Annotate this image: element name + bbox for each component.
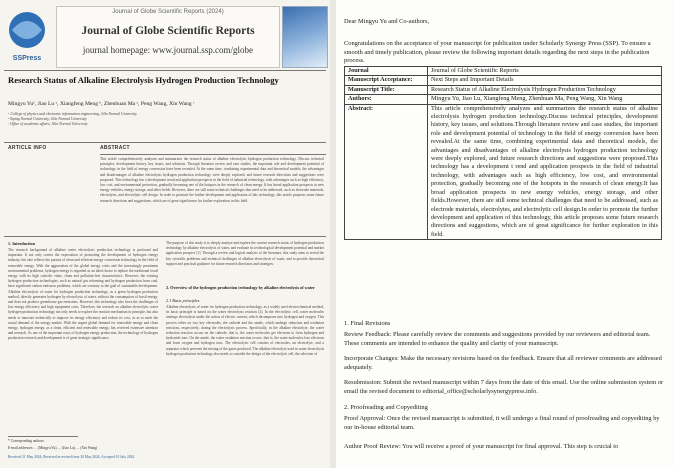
email-addresses: E-mail addresses: ... (Mingyu Yu), ... (Jiao Lu), ... (Xin Wang) [8, 446, 98, 450]
divider [4, 70, 326, 71]
journal-header-box [56, 6, 280, 68]
table-key: Manuscript Acceptance: [345, 76, 428, 85]
principles-text: Alkaline electrolysis of water for hydrogen production technology, as a widely used electrochemical method, its basic principle is based on the water electrolysis reaction [2]. In the electrolytic cell, water molecules undergo electrolysis under the action of electric current, which decomposes into hydrogen and oxygen. This process relies on two key electrodes, the cathode and the anode, which undergo reduction and oxidation reactions, respectively, during the electrolysis process. Specifically, in the alkaline electrolyte, the water reduction reaction occurs on the cathode, that is, the water molecules get electrons to form hydrogen and hydroxide ions. On the anode, the water oxidation reaction occurs, that is, the water molecules lose electrons and form oxygen and hydrogen ions. The electrolytic cell consists of electrodes, an electrolyte, and a separator which prevents the mixing of the gases produced. The alkaline electrolyte used in water electrolysis hydrogen production technology also needs to consider the design of the electrolytic cell, the selection of [166, 305, 324, 356]
abstract-label: ABSTRACT [100, 145, 130, 151]
affiliations [8, 112, 208, 127]
intro-heading: 1. Introduction [8, 241, 35, 246]
article-authors: Mingyu Yu¹, Jiao Lu ᵃ, Xiangfeng Meng ᵇ, Zhenhuan Ma ᵃ, Peng Wang, Xin Wang ᶜ [8, 101, 195, 107]
incorporate-changes: Incorporate Changes: Make the necessary revisions based on the feedback. Ensure that all reviewer comments are addressed adequately. [344, 355, 662, 371]
table-key: Journal [345, 67, 428, 76]
footnote-rule [8, 436, 78, 437]
intro-text: The research background of alkaline water electrolysis production technology is profound and important. It not only carries the expectation of promoting the development of hydrogen energy industry, but also reflects the pursuit of clean and efficient energy conversion technology in the field of renewable energy. With the aggravation of the global energy crisis and the increasingly prominent environmental problems, hydrogen energy is regarded as an ideal choice to replace the traditional fossil energy with its high calorific value, clean and pollution-free characteristics. However, the existing hydrogen production technologies, such as natural gas reforming and hydrogen production from coal, have significant carbon emission problems, which are contrary to the goal of sustainable development. Alkaline electrolysis of water for hydrogen production technology, as a green hydrogen production method, directly generates hydrogen by electrolysis of water, without the consumption of fossil energy, and does not produce greenhouse gas emissions. However, this technology also faces the challenges of low energy efficiency and high equipment costs. Therefore, the research on alkaline electrolytic water hydrogen production technology not only needs to explore the reaction mechanism in principle, but also needs to innovate technically to improve its energy efficiency and reduce its cost, so as to meet the actual demand of the energy market. With the urgent global demand for renewable energy and clean energy, hydrogen energy, as a clean, efficient and renewable energy, has received extensive attention and research. As one of the important ways of hydrogen energy production, the technology of hydrogen production research and development is of great strategic significance. [8, 248, 158, 341]
manuscript-details-table [344, 66, 662, 240]
table-row [345, 76, 662, 85]
table-value: Research Status of Alkaline Electrolysis Hydrogen Production Technology [428, 85, 662, 94]
table-value: Journal of Globe Scientific Reports [428, 67, 662, 76]
section-proofreading: 2. Proofreading and Copyediting [344, 404, 428, 411]
article-info-label: ARTICLE INFO [8, 145, 47, 151]
table-key: Manuscript Title: [345, 85, 428, 94]
journal-homepage[interactable]: journal homepage: www.journal.ssp.com/globe [82, 45, 254, 55]
divider [4, 142, 326, 143]
publisher-logo-text: SSPress [12, 55, 42, 62]
section-final-revisions: 1. Final Revisions [344, 320, 391, 327]
review-feedback: Review Feedback: Please carefully review the comments and suggestions provided by our reviewers and editorial team. These comments are intended to enhance the quality and clarity of your manuscript. [344, 331, 651, 347]
affiliation: ᵃ College of physics and electronic information engineering, Jilin Normal University [8, 112, 137, 116]
letter-greeting: Dear Mingyu Yu and Co-authors, [344, 18, 430, 25]
publisher-logo [4, 8, 50, 66]
affiliation: ᵇ Siping Normal University, Jilin Normal University [8, 117, 87, 121]
journal-header-line: Journal of Globe Scientific Reports (2024) [112, 9, 224, 15]
table-row [345, 67, 662, 76]
table-value: Mingyu Yu, Jiao Lu, Xiangfeng Meng, Zhenhuan Ma, Peng Wang, Xin Wang [428, 95, 662, 104]
subsection-heading: 2.1 Basic principles [166, 298, 200, 303]
journal-name: Journal of Globe Scientific Reports [81, 25, 255, 37]
purpose-text: The purpose of this study is to deeply analyze and explore the current research status of hydrogen production technology by alkaline electrolysis of water, and evaluate its technological development potential and market application prospect [1]. Through a review and logical analysis of the literature, this study aims to reveal the key scientific problems and technical challenges of alkaline electrolysis of water, and to provide theoretical support and practical guidance for future research directions and strategies. [166, 241, 324, 266]
article-title: Research Status of Alkaline Electrolysis Hydrogen Production Technology [8, 75, 279, 85]
section2-heading: 2. Overview of the hydrogen production technology by alkaline electrolysis of water [166, 285, 315, 290]
proof-approval: Proof Approval: Once the revised manuscript is submitted, it will undergo a final round of proofreading and copyediting by our in-house editorial team. [344, 415, 660, 431]
affiliation: ᶜ Office of academic affairs, Jilin Normal University [8, 122, 88, 126]
resubmission: Resubmission: Submit the revised manuscript within 7 days from the date of this email. Use the online submission system or email the revised document to editorial_office@scholarlysynergypress.info. [344, 379, 664, 395]
divider [100, 154, 326, 155]
abstract-text: This article comprehensively analyzes and summarizes the research status of alkaline electrolysis hydrogen production technology. Discuss technical principles, development history, key issues, and solutions. Through literature review and case studies, the important role and development potential of technology in the field of energy conversion have been revealed. At the same time, combining experimental data and theoretical models, the advantages and disadvantages of alkaline electrolysis hydrogen production technology were deeply explored, and future research directions and suggestions were proposed. This technology has a development trend and application prospects in the field of industrial technology, with advantages such as high efficiency, low cost, and environmental protection, gradually becoming one of the hotspots in the research of clean energy. It has broad application prospects in new energy vehicles, energy storage, and other fields. However, there are still some technical challenges that need to be addressed, such as electrode materials, electrolytes, and electrolytic cell design. In order to promote the further development and application of this technology, this article proposes some future research directions and suggestions, which are of great significance for further exploration in this field. [100, 157, 324, 203]
corresponding-note: * Corresponding authors: [8, 439, 45, 443]
table-row [345, 85, 662, 94]
article-page [0, 0, 330, 468]
divider [4, 236, 326, 237]
table-key: Abstract: [345, 104, 428, 240]
table-row [345, 104, 662, 240]
table-value: This article comprehensively analyzes and summarizes the research status of alkaline electrolysis hydrogen production technology.Discuss technical principles, development history, key issues, and solutions.Through literature review and case studies, the important role and development potential of technology in the field of energy conversion have been revealed.At the same time, combining experimental data and theoretical models, the advantages and disadvantages of alkaline electrolysis hydrogen production technology were deeply explored, and future research directions and suggestions were proposed.This technology has a development t rend and application prospects in the field of industrial technology, with advantages such as high efficiency, low cost, and environmental protection, gradually becoming one of the hotspots in the research of clean energy.It has broad application prospects in new energy vehicles, energy storage, and other fields.However, there are still some technical challenges that need to be addressed, such as electrode materials, electrolytes, and electrolytic cell design.In order to promote the further development and application of this technology, this article proposes some future research directions and suggestions, which are of great significance for further exploration in this field. [428, 104, 662, 240]
received-dates: Received 11 May 2024; Received in revised form 20 May 2024; Accepted 10 July 2024 [8, 455, 135, 459]
author-proof-review: Author Proof Review: You will receive a proof of your manuscript for final approval. This step is crucial to [344, 443, 619, 450]
journal-cover-image [282, 6, 328, 68]
table-key: Authors: [345, 95, 428, 104]
table-value: Next Steps and Important Details [428, 76, 662, 85]
table-row [345, 95, 662, 104]
letter-intro: Congratulations on the acceptance of your manuscript for publication under Scholarly Synergy Press (SSP). To ensure a smooth and timely publication, please review the following important details regarding the next steps in the publication process. [344, 40, 651, 65]
acceptance-letter [336, 0, 674, 468]
